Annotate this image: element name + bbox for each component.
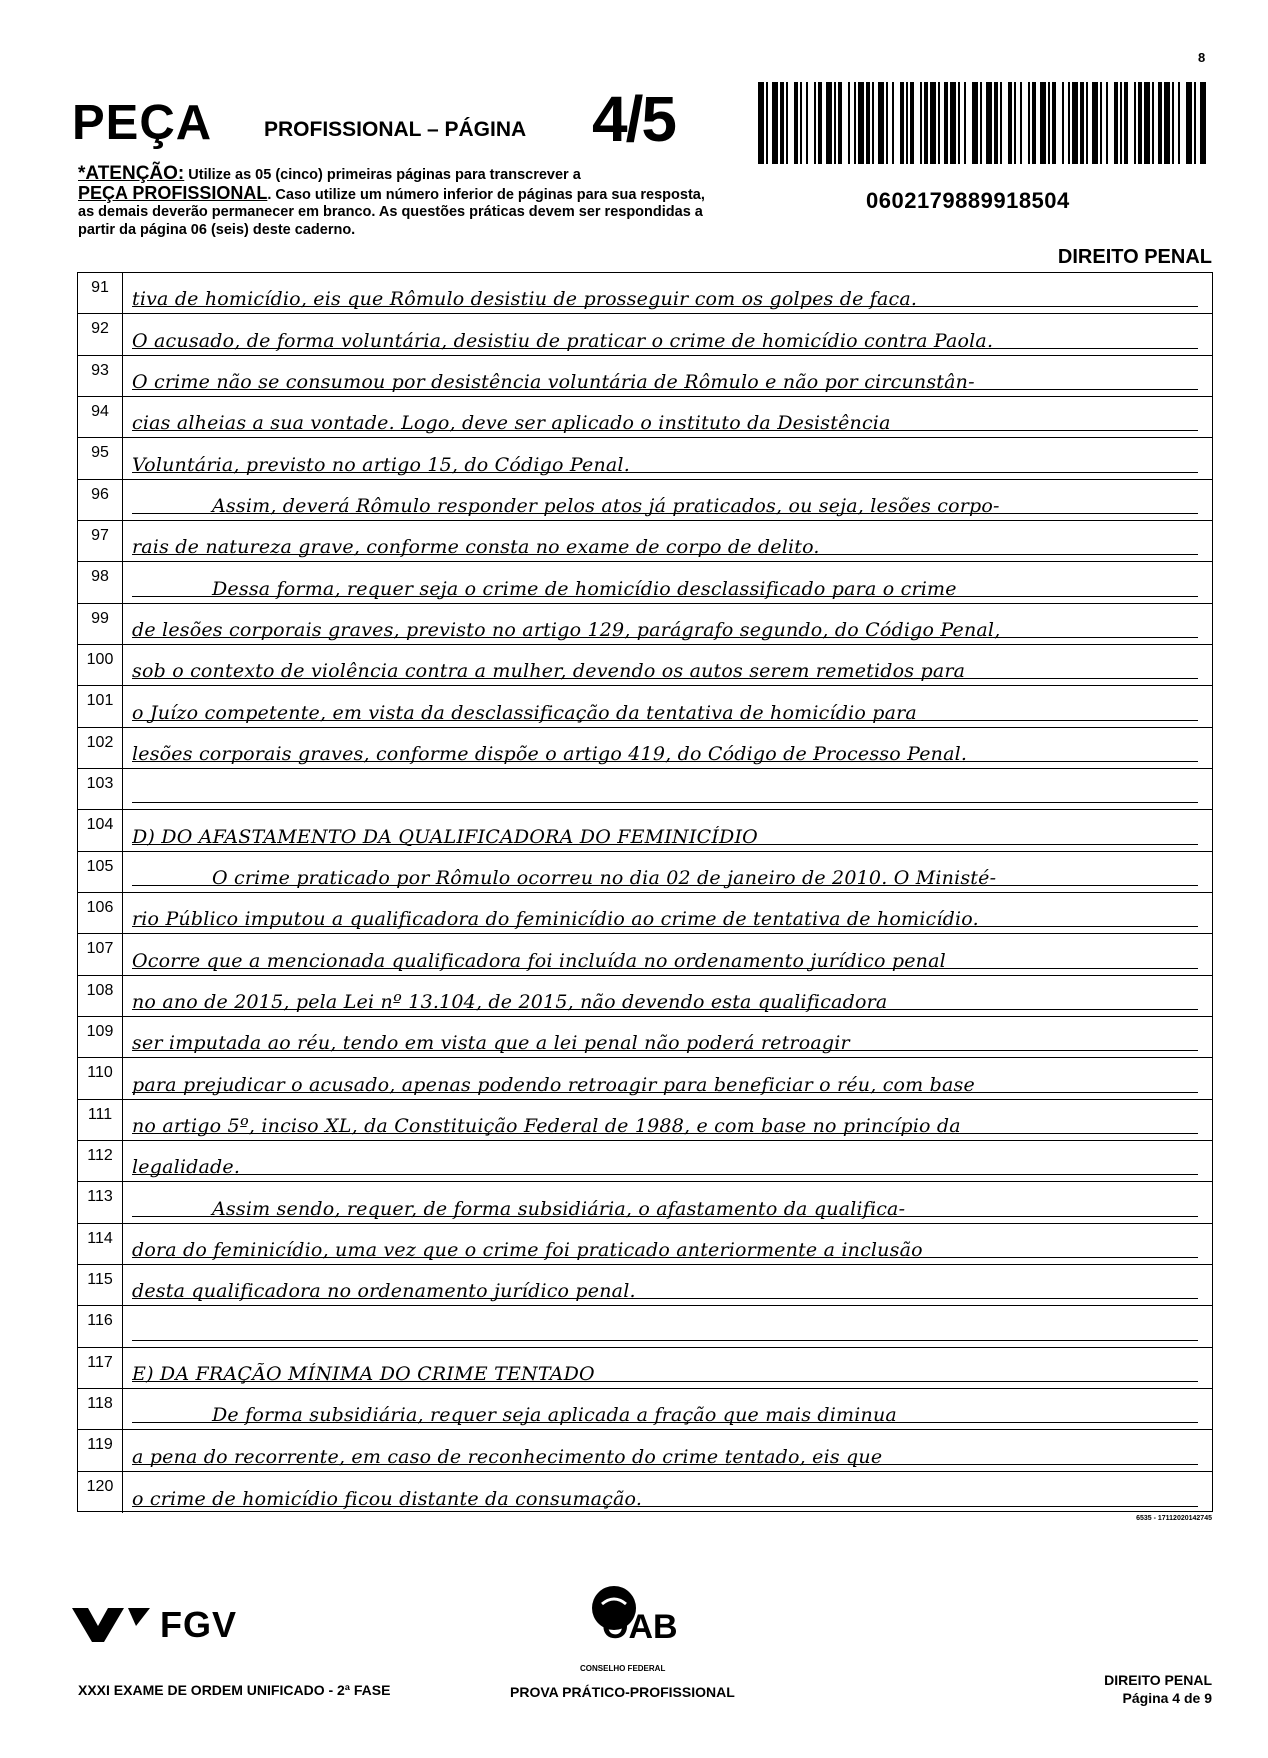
answer-line bbox=[78, 1141, 1212, 1182]
oab-subtitle: CONSELHO FEDERAL bbox=[580, 1664, 666, 1673]
answer-line bbox=[78, 769, 1212, 810]
handwritten-text: Dessa forma, requer seja o crime de homicídio desclassificado para o crime bbox=[212, 577, 957, 600]
answer-line bbox=[78, 1430, 1212, 1471]
answer-line bbox=[78, 893, 1212, 934]
handwritten-text: legalidade. bbox=[132, 1156, 241, 1179]
line-number: 115 bbox=[78, 1265, 123, 1305]
answer-line bbox=[78, 810, 1212, 851]
answer-line bbox=[78, 1306, 1212, 1347]
line-number: 113 bbox=[78, 1182, 123, 1222]
line-number: 105 bbox=[78, 852, 123, 892]
answer-line bbox=[78, 1472, 1212, 1513]
answer-line bbox=[78, 562, 1212, 603]
line-number: 111 bbox=[78, 1100, 123, 1140]
attention-notice bbox=[78, 165, 710, 239]
answer-line bbox=[78, 728, 1212, 769]
subject-header: DIREITO PENAL bbox=[1057, 246, 1212, 268]
line-number: 106 bbox=[78, 893, 123, 933]
handwritten-text: dora do feminicídio, uma vez que o crime foi praticado anteriormente a inclusão bbox=[132, 1238, 923, 1261]
line-number: 118 bbox=[78, 1389, 123, 1429]
answer-line bbox=[78, 521, 1212, 562]
handwritten-text: O crime não se consumou por desistência voluntária de Rômulo e não por circunstân- bbox=[132, 370, 975, 393]
line-number: 108 bbox=[78, 976, 123, 1016]
writing-rule bbox=[132, 1340, 1198, 1341]
answer-sheet bbox=[77, 272, 1213, 1512]
handwritten-text: o Juízo competente, em vista da desclassificação da tentativa de homicídio para bbox=[132, 701, 917, 724]
answer-line bbox=[78, 934, 1212, 975]
notice-text-1: Utilize as 05 (cinco) primeiras páginas para transcrever a bbox=[184, 167, 581, 183]
footer-page: Página 4 de 9 bbox=[1122, 1690, 1212, 1706]
line-number: 114 bbox=[78, 1224, 123, 1264]
footer-subject: DIREITO PENAL bbox=[1104, 1672, 1212, 1688]
answer-line bbox=[78, 1058, 1212, 1099]
title-peca: PEÇA bbox=[72, 96, 213, 150]
line-number: 112 bbox=[78, 1141, 123, 1181]
line-number: 94 bbox=[78, 397, 123, 437]
handwritten-text: desta qualificadora no ordenamento jurídico penal. bbox=[132, 1280, 636, 1303]
answer-line bbox=[78, 1224, 1212, 1265]
notice-peca-label: PEÇA PROFISSIONAL bbox=[78, 182, 268, 203]
line-number: 102 bbox=[78, 728, 123, 768]
line-number: 107 bbox=[78, 934, 123, 974]
handwritten-text: rais de natureza grave, conforme consta no exame de corpo de delito. bbox=[132, 536, 820, 559]
attention-label: *ATENÇÃO: bbox=[78, 163, 185, 184]
answer-line bbox=[78, 1017, 1212, 1058]
handwritten-text: rio Público imputou a qualificadora do feminicídio ao crime de tentativa de homicídio. bbox=[132, 908, 979, 931]
answer-line bbox=[78, 852, 1212, 893]
answer-line bbox=[78, 397, 1212, 438]
answer-line bbox=[78, 645, 1212, 686]
handwritten-text: Voluntária, previsto no artigo 15, do Código Penal. bbox=[132, 453, 630, 476]
answer-line bbox=[78, 1389, 1212, 1430]
oab-logo-icon bbox=[588, 1568, 678, 1658]
handwritten-text: o crime de homicídio ficou distante da consumação. bbox=[132, 1487, 643, 1510]
handwritten-text: a pena do recorrente, em caso de reconhecimento do crime tentado, eis que bbox=[132, 1445, 883, 1468]
answer-line bbox=[78, 686, 1212, 727]
line-number: 97 bbox=[78, 521, 123, 561]
writing-rule bbox=[132, 802, 1198, 803]
line-number: 103 bbox=[78, 769, 123, 809]
title-page-fraction: 4/5 bbox=[592, 83, 675, 155]
answer-line bbox=[78, 976, 1212, 1017]
footer-exam-type: PROVA PRÁTICO-PROFISSIONAL bbox=[510, 1684, 735, 1700]
answer-line bbox=[78, 1182, 1212, 1223]
footer-exam: XXXI EXAME DE ORDEM UNIFICADO - 2ª FASE bbox=[78, 1682, 391, 1698]
answer-line bbox=[78, 480, 1212, 521]
line-number: 110 bbox=[78, 1058, 123, 1098]
handwritten-text: para prejudicar o acusado, apenas podendo retroagir para beneficiar o réu, com base bbox=[132, 1073, 975, 1096]
handwritten-text: D) DO AFASTAMENTO DA QUALIFICADORA DO FEMINICÍDIO bbox=[132, 825, 758, 848]
answer-line bbox=[78, 356, 1212, 397]
line-number: 109 bbox=[78, 1017, 123, 1057]
line-number: 95 bbox=[78, 438, 123, 478]
line-number: 120 bbox=[78, 1472, 123, 1513]
answer-line bbox=[78, 1348, 1212, 1389]
handwritten-text: de lesões corporais graves, previsto no artigo 129, parágrafo segundo, do Código Penal, bbox=[132, 618, 1001, 641]
answer-line bbox=[78, 604, 1212, 645]
handwritten-text: no artigo 5º, inciso XL, da Constituição Federal de 1988, e com base no princípio da bbox=[132, 1114, 961, 1137]
handwritten-text: no ano de 2015, pela Lei nº 13.104, de 2015, não devendo esta qualificadora bbox=[132, 990, 888, 1013]
handwritten-text: cias alheias a sua vontade. Logo, deve ser aplicado o instituto da Desistência bbox=[132, 412, 891, 435]
line-number: 98 bbox=[78, 562, 123, 602]
handwritten-text: sob o contexto de violência contra a mulher, devendo os autos serem remetidos para bbox=[132, 660, 966, 683]
answer-line bbox=[78, 1100, 1212, 1141]
handwritten-text: tiva de homicídio, eis que Rômulo desistiu de prosseguir com os golpes de faca. bbox=[132, 288, 918, 311]
oab-logo-text: OAB bbox=[602, 1608, 678, 1646]
answer-line bbox=[78, 273, 1212, 314]
line-number: 117 bbox=[78, 1348, 123, 1388]
line-number: 93 bbox=[78, 356, 123, 396]
line-number: 119 bbox=[78, 1430, 123, 1470]
line-number: 91 bbox=[78, 273, 123, 313]
answer-line bbox=[78, 314, 1212, 355]
handwritten-text: ser imputada ao réu, tendo em vista que a lei penal não poderá retroagir bbox=[132, 1032, 850, 1055]
line-number: 100 bbox=[78, 645, 123, 685]
handwritten-text: E) DA FRAÇÃO MÍNIMA DO CRIME TENTADO bbox=[132, 1362, 595, 1385]
title-subtitle: PROFISSIONAL – PÁGINA bbox=[264, 118, 527, 141]
line-number: 101 bbox=[78, 686, 123, 726]
handwritten-text: O crime praticado por Rômulo ocorreu no dia 02 de janeiro de 2010. O Ministé- bbox=[212, 866, 997, 889]
line-number: 116 bbox=[78, 1306, 123, 1346]
page-number: 8 bbox=[1198, 50, 1206, 65]
fgv-logo-text: FGV bbox=[160, 1604, 238, 1645]
answer-line bbox=[78, 438, 1212, 479]
sheet-code: 6535 - 17112020142745 bbox=[1136, 1515, 1212, 1522]
handwritten-text: Assim sendo, requer, de forma subsidiária, o afastamento da qualifica- bbox=[212, 1197, 906, 1220]
handwritten-text: O acusado, de forma voluntária, desistiu de praticar o crime de homicídio contra Paola. bbox=[132, 329, 994, 352]
line-number: 99 bbox=[78, 604, 123, 644]
handwritten-text: lesões corporais graves, conforme dispõe o artigo 419, do Código de Processo Penal. bbox=[132, 742, 968, 765]
line-number: 104 bbox=[78, 810, 123, 850]
answer-line bbox=[78, 1265, 1212, 1306]
barcode-image bbox=[758, 82, 1206, 164]
handwritten-text: Ocorre que a mencionada qualificadora foi incluída no ordenamento jurídico penal bbox=[132, 949, 946, 972]
handwritten-text: Assim, deverá Rômulo responder pelos atos já praticados, ou seja, lesões corpo- bbox=[212, 494, 1000, 517]
notice-text-2: . Caso utilize um número inferior de páginas para sua resposta, as demais deverão permanecer em branco. As questões práticas devem ser respondidas a partir da página 06 (seis) deste caderno. bbox=[78, 186, 705, 238]
handwritten-text: De forma subsidiária, requer seja aplicada a fração que mais diminua bbox=[212, 1404, 897, 1427]
line-number: 92 bbox=[78, 314, 123, 354]
line-number: 96 bbox=[78, 480, 123, 520]
serial-number: 0602179889918504 bbox=[866, 188, 1070, 213]
